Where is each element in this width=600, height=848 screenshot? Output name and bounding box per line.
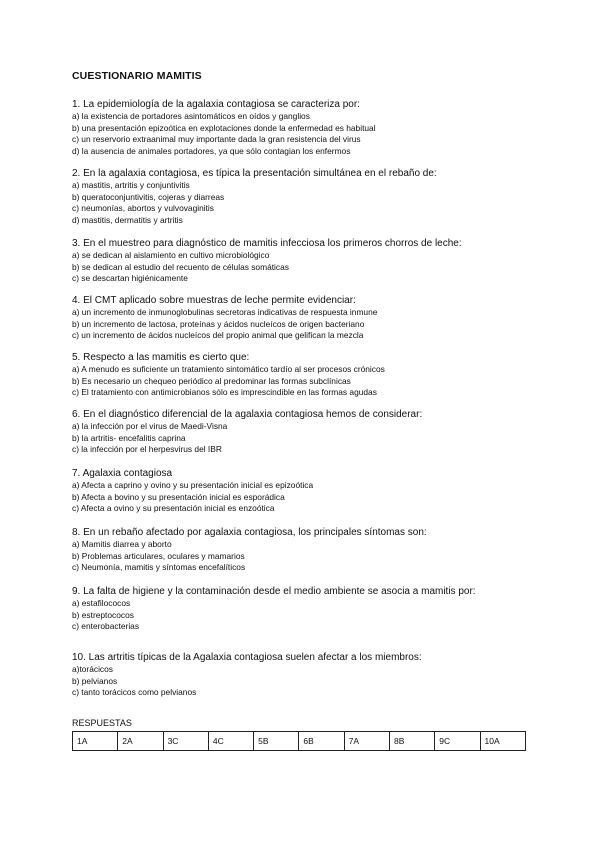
option: d) la ausencia de animales portadores, ya que sólo contagian los enfermos	[72, 145, 351, 156]
option: a) mastitis, artritis y conjuntivitis	[72, 180, 190, 190]
question-1	[72, 99, 532, 157]
option: c) un reservorio extraanimal muy importante dada la gran resistencia del virus	[72, 134, 361, 145]
answer-cell: 7A	[344, 732, 389, 751]
option: a) la infección por el virus de Maedi-Visna	[72, 421, 228, 431]
answer-cell: 1A	[73, 732, 118, 751]
option: b) Problemas articulares, oculares y mamarios	[72, 550, 245, 561]
option: c) neumonías, abortos y vulvovaginitis	[72, 203, 214, 214]
answer-cell: 2A	[118, 732, 163, 751]
option: b) un incremento de lactosa, proteínas y ácidos nucleícos de origen bacteriano	[72, 318, 365, 329]
option: c) Neumonía, mamitis y síntomas encefalíticos	[72, 562, 246, 573]
option: a) Afecta a caprino y ovino y su presentación inicial es epizoótica	[72, 480, 314, 490]
question-3	[72, 238, 532, 285]
option: a) un incremento de inmunoglobulinas secretoras indicativas de respuesta inmune	[72, 307, 378, 317]
table-row	[73, 732, 526, 751]
option: b) estreptococos	[72, 609, 134, 620]
option: a) estafilococos	[72, 598, 131, 608]
option: a)torácicos	[72, 664, 113, 674]
option: a) la existencia de portadores asintomáticos en oídos y ganglios	[72, 111, 310, 121]
answer-cell: 3C	[163, 732, 208, 751]
answers-table	[72, 731, 526, 751]
answer-cell: 9C	[435, 732, 480, 751]
option: b) Afecta a bovino y su presentación inicial es esporádica	[72, 491, 285, 502]
option: c) enterobacterias	[72, 621, 140, 632]
question-text: 9. La falta de higiene y la contaminación desde el medio ambiente se asocia a mamitis por:	[72, 586, 476, 597]
answers-label: RESPUESTAS	[72, 718, 132, 728]
option: c) Afecta a ovino y su presentación inicial es enzoótica	[72, 503, 275, 514]
question-4	[72, 295, 532, 342]
option: d) mastitis, dermatitis y artritis	[72, 214, 183, 225]
document-title: CUESTIONARIO MAMITIS	[72, 70, 202, 82]
question-10	[72, 652, 532, 699]
question-5	[72, 352, 532, 399]
question-6	[72, 409, 532, 456]
question-text: 8. En un rebaño afectado por agalaxia contagiosa, los principales síntomas son:	[72, 527, 427, 538]
question-text: 5. Respecto a las mamitis es cierto que:	[72, 352, 250, 363]
question-7	[72, 468, 532, 515]
answer-cell: 5B	[254, 732, 299, 751]
question-text: 6. En el diagnóstico diferencial de la agalaxia contagiosa hemos de considerar:	[72, 409, 423, 420]
answer-cell: 8B	[389, 732, 434, 751]
answer-cell: 4C	[208, 732, 253, 751]
question-9	[72, 586, 532, 633]
option: b) una presentación epizoótica en explotaciones donde la enfermedad es habitual	[72, 122, 376, 133]
answer-cell: 6B	[299, 732, 344, 751]
option: a) se dedican al aislamiento en cultivo microbiológico	[72, 250, 270, 260]
question-text: 3. En el muestreo para diagnóstico de mamitis infecciosa los primeros chorros de leche:	[72, 238, 462, 249]
option: c) se descartan higiénicamente	[72, 273, 188, 284]
option: c) un incremento de ácidos nucleícos del propio animal que gelifican la mezcla	[72, 330, 364, 341]
option: c) El tratamiento con antimicrobianos sólo es imprescindible en las formas agudas	[72, 387, 377, 398]
option: b) la artritis- encefalitis caprina	[72, 432, 186, 443]
option: b) pelvianos	[72, 675, 118, 686]
question-8	[72, 527, 532, 574]
question-text: 10. Las artritis típicas de la Agalaxia contagiosa suelen afectar a los miembros:	[72, 652, 422, 663]
answer-cell: 10A	[480, 732, 525, 751]
option: c) tanto torácicos como pelvianos	[72, 687, 197, 698]
option: b) queratoconjuntivitis, cojeras y diarreas	[72, 191, 225, 202]
option: b) Es necesario un chequeo periódico al predominar las formas subclínicas	[72, 375, 351, 386]
option: a) A menudo es suficiente un tratamiento sintomático tardío al ser procesos crónicos	[72, 364, 385, 374]
question-2	[72, 168, 532, 226]
option: b) se dedican al estudio del recuento de células somáticas	[72, 261, 289, 272]
question-text: 2. En la agalaxia contagiosa, es típica la presentación simultánea en el rebaño de:	[72, 168, 437, 179]
option: a) Mamitis diarrea y aborto	[72, 539, 172, 549]
option: c) la infección por el herpesvirus del IBR	[72, 444, 222, 455]
question-text: 4. El CMT aplicado sobre muestras de leche permite evidenciar:	[72, 295, 356, 306]
question-text: 7. Agalaxia contagiosa	[72, 468, 173, 479]
question-text: 1. La epidemiología de la agalaxia contagiosa se caracteriza por:	[72, 99, 360, 110]
